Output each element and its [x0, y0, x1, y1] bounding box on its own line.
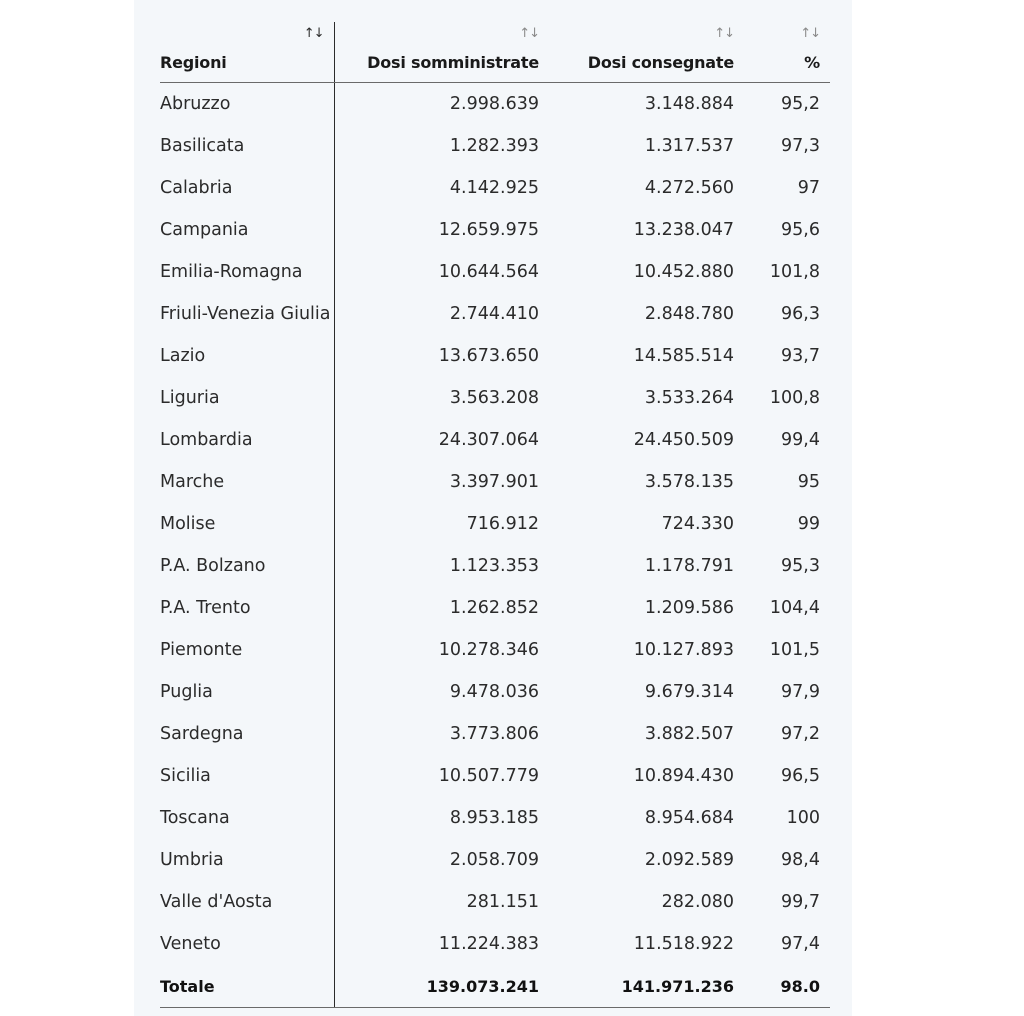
- percent-cell: 95,2: [781, 94, 820, 114]
- total-region-cell: Totale: [160, 965, 334, 1008]
- dosi-somministrate-cell: 11.224.383: [438, 934, 539, 954]
- percent-cell: 95: [797, 472, 820, 492]
- dosi-consegnate-cell: 3.882.507: [644, 724, 734, 744]
- dosi-somministrate-cell: 4.142.925: [449, 178, 539, 198]
- table-row: [160, 83, 830, 126]
- dosi-consegnate-cell: 10.452.880: [633, 262, 734, 282]
- dosi-consegnate-cell: 1.209.586: [644, 598, 734, 618]
- region-cell: Friuli-Venezia Giulia: [160, 293, 334, 335]
- region-cell: Toscana: [160, 797, 334, 839]
- total-percent-cell: 98.0: [744, 965, 830, 1008]
- region-cell: Lombardia: [160, 419, 334, 461]
- table-row: [160, 629, 830, 671]
- table-row: [160, 881, 830, 923]
- percent-cell: 93,7: [781, 346, 820, 366]
- column-header-label: Dosi consegnate: [587, 53, 734, 72]
- total-dosi-somministrate-cell: 139.073.241: [334, 965, 549, 1008]
- dosi-somministrate-cell: 13.673.650: [438, 346, 539, 366]
- dosi-consegnate-cell: 1.178.791: [644, 556, 734, 576]
- vaccine-doses-table: [160, 22, 830, 1008]
- table-header-row: [160, 22, 830, 83]
- region-cell: Sardegna: [160, 713, 334, 755]
- region-cell: Lazio: [160, 335, 334, 377]
- dosi-somministrate-cell: 1.282.393: [449, 136, 539, 156]
- percent-cell: 100: [786, 808, 820, 828]
- dosi-consegnate-cell: 282.080: [661, 892, 734, 912]
- region-cell: Umbria: [160, 839, 334, 881]
- dosi-somministrate-cell: 716.912: [466, 514, 539, 534]
- region-cell: Campania: [160, 209, 334, 251]
- table-row: [160, 125, 830, 167]
- dosi-consegnate-cell: 2.848.780: [644, 304, 734, 324]
- table-row: [160, 755, 830, 797]
- dosi-consegnate-cell: 13.238.047: [633, 220, 734, 240]
- dosi-somministrate-cell: 281.151: [466, 892, 539, 912]
- table-row: [160, 167, 830, 209]
- percent-cell: 95,3: [781, 556, 820, 576]
- table-row: [160, 839, 830, 881]
- table-row: [160, 923, 830, 965]
- table-row: [160, 797, 830, 839]
- table-row: [160, 503, 830, 545]
- dosi-consegnate-cell: 3.578.135: [644, 472, 734, 492]
- table-row: [160, 461, 830, 503]
- dosi-somministrate-cell: 10.278.346: [438, 640, 539, 660]
- percent-cell: 100,8: [769, 388, 820, 408]
- percent-cell: 101,8: [769, 262, 820, 282]
- dosi-somministrate-cell: 10.507.779: [438, 766, 539, 786]
- region-cell: Sicilia: [160, 755, 334, 797]
- dosi-consegnate-cell: 3.148.884: [644, 94, 734, 114]
- total-dosi-consegnate-cell: 141.971.236: [549, 965, 744, 1008]
- dosi-consegnate-cell: 2.092.589: [644, 850, 734, 870]
- dosi-somministrate-cell: 24.307.064: [438, 430, 539, 450]
- percent-cell: 97: [797, 178, 820, 198]
- region-cell: Molise: [160, 503, 334, 545]
- dosi-somministrate-cell: 2.744.410: [449, 304, 539, 324]
- dosi-consegnate-cell: 10.127.893: [633, 640, 734, 660]
- sort-icon[interactable]: ↑↓: [303, 26, 324, 41]
- percent-cell: 97,9: [781, 682, 820, 702]
- percent-cell: 97,4: [781, 934, 820, 954]
- dosi-somministrate-cell: 3.773.806: [449, 724, 539, 744]
- region-cell: Basilicata: [160, 125, 334, 167]
- dosi-consegnate-cell: 724.330: [661, 514, 734, 534]
- table-row: [160, 671, 830, 713]
- column-header-label: %: [804, 53, 820, 72]
- dosi-consegnate-cell: 1.317.537: [644, 136, 734, 156]
- sort-icon[interactable]: ↑↓: [714, 26, 734, 41]
- dosi-somministrate-cell: 12.659.975: [438, 220, 539, 240]
- dosi-consegnate-cell: 8.954.684: [644, 808, 734, 828]
- table-row: [160, 209, 830, 251]
- region-cell: Abruzzo: [160, 83, 334, 126]
- sort-icon[interactable]: ↑↓: [519, 26, 539, 41]
- percent-cell: 95,6: [781, 220, 820, 240]
- dosi-somministrate-cell: 3.397.901: [449, 472, 539, 492]
- column-header-label: Dosi somministrate: [367, 53, 539, 72]
- table-row: [160, 377, 830, 419]
- region-cell: Piemonte: [160, 629, 334, 671]
- percent-cell: 97,3: [781, 136, 820, 156]
- dosi-somministrate-cell: 1.123.353: [449, 556, 539, 576]
- dosi-consegnate-cell: 3.533.264: [644, 388, 734, 408]
- table-row: [160, 335, 830, 377]
- table-row: [160, 587, 830, 629]
- table-total-row: [160, 965, 830, 1008]
- dosi-consegnate-cell: 11.518.922: [633, 934, 734, 954]
- dosi-somministrate-cell: 3.563.208: [449, 388, 539, 408]
- percent-cell: 104,4: [769, 598, 820, 618]
- region-cell: Liguria: [160, 377, 334, 419]
- percent-cell: 99,7: [781, 892, 820, 912]
- column-header-dosi-consegnate[interactable]: [549, 22, 744, 83]
- column-header-regioni[interactable]: [160, 22, 334, 83]
- sort-icon[interactable]: ↑↓: [800, 26, 820, 41]
- region-cell: Veneto: [160, 923, 334, 965]
- region-cell: P.A. Trento: [160, 587, 334, 629]
- region-cell: Puglia: [160, 671, 334, 713]
- dosi-somministrate-cell: 8.953.185: [449, 808, 539, 828]
- dosi-consegnate-cell: 14.585.514: [633, 346, 734, 366]
- dosi-consegnate-cell: 24.450.509: [633, 430, 734, 450]
- dosi-somministrate-cell: 1.262.852: [449, 598, 539, 618]
- percent-cell: 96,3: [781, 304, 820, 324]
- dosi-consegnate-cell: 4.272.560: [644, 178, 734, 198]
- dosi-somministrate-cell: 2.058.709: [449, 850, 539, 870]
- percent-cell: 99: [797, 514, 820, 534]
- percent-cell: 99,4: [781, 430, 820, 450]
- region-cell: Valle d'Aosta: [160, 881, 334, 923]
- dosi-consegnate-cell: 9.679.314: [644, 682, 734, 702]
- percent-cell: 96,5: [781, 766, 820, 786]
- percent-cell: 98,4: [781, 850, 820, 870]
- table-row: [160, 713, 830, 755]
- dosi-somministrate-cell: 10.644.564: [438, 262, 539, 282]
- table-panel: [134, 0, 852, 1016]
- percent-cell: 101,5: [769, 640, 820, 660]
- table-row: [160, 419, 830, 461]
- region-cell: Emilia-Romagna: [160, 251, 334, 293]
- dosi-somministrate-cell: 9.478.036: [449, 682, 539, 702]
- column-header-dosi-somministrate[interactable]: [334, 22, 549, 83]
- dosi-somministrate-cell: 2.998.639: [449, 94, 539, 114]
- table-row: [160, 293, 830, 335]
- column-header-label: Regioni: [160, 53, 227, 72]
- table-row: [160, 251, 830, 293]
- table-row: [160, 545, 830, 587]
- region-cell: Marche: [160, 461, 334, 503]
- percent-cell: 97,2: [781, 724, 820, 744]
- region-cell: Calabria: [160, 167, 334, 209]
- dosi-consegnate-cell: 10.894.430: [633, 766, 734, 786]
- column-header-percent[interactable]: [744, 22, 830, 83]
- table-body: [160, 83, 830, 1008]
- region-cell: P.A. Bolzano: [160, 545, 334, 587]
